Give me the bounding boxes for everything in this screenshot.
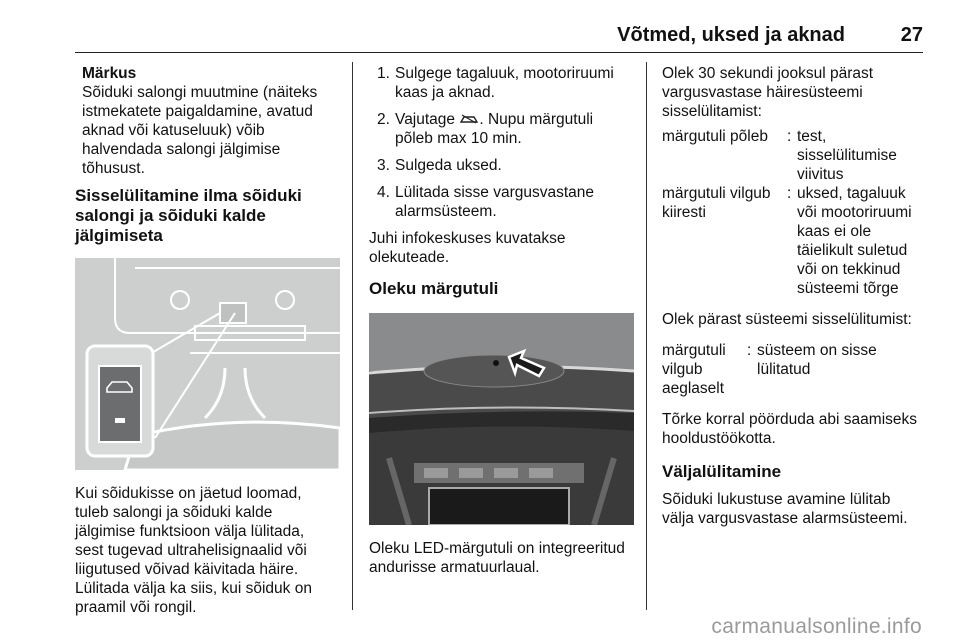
- heading-line: salongi ja sõiduki kalde: [75, 206, 266, 225]
- step-item: [369, 183, 634, 221]
- body-line: sisselülitamist:: [662, 103, 762, 120]
- status-row: [662, 341, 932, 398]
- status-row: [662, 127, 932, 184]
- fault-paragraph: [662, 410, 932, 448]
- body-line: praamil või rongil.: [75, 599, 197, 616]
- separator: :: [787, 185, 792, 202]
- body-line: liigutused võivad käivitada häire.: [75, 561, 299, 578]
- step-line: alarmsüsteem.: [395, 203, 497, 220]
- body-line: tuleb salongi ja sõiduki kalde: [75, 504, 273, 521]
- steps-list: [369, 64, 634, 221]
- info-paragraph: [369, 229, 634, 267]
- status-term: [662, 184, 787, 298]
- status-intro: [662, 64, 932, 121]
- led-caption: [369, 539, 634, 577]
- column-divider: [352, 62, 353, 610]
- step-line: Lülitada sisse vargusvastane: [395, 184, 595, 201]
- desc-line: või on tekkinud: [797, 261, 901, 278]
- note-line: halvendada salongi jälgimise: [82, 141, 281, 158]
- step-number: 2.: [377, 111, 390, 128]
- body-line: olekuteade.: [369, 249, 450, 266]
- body-line: jälgimise funktsioon välja lülitada,: [75, 523, 305, 540]
- step-line: põleb max 10 min.: [395, 130, 522, 147]
- step-item: [369, 156, 634, 175]
- body-line: Olek 30 sekundi jooksul pärast: [662, 65, 874, 82]
- body-line: Oleku LED-märgutuli on integreeritud: [369, 540, 625, 557]
- column-divider: [646, 62, 647, 610]
- body-line: Tõrke korral pöörduda abi saamiseks: [662, 411, 918, 428]
- desc-line: süsteemi tõrge: [797, 280, 899, 297]
- status-term: [662, 341, 747, 398]
- desc-line: viivitus: [797, 166, 844, 183]
- heading-line: Sisselülitamine ilma sõiduki: [75, 186, 302, 205]
- term-line: kiiresti: [662, 204, 706, 221]
- term-line: aeglaselt: [662, 380, 725, 397]
- step-number: 1.: [377, 65, 390, 82]
- watermark: carmanualsonline.info: [711, 615, 922, 638]
- column-left: [75, 64, 340, 617]
- column-middle: [369, 64, 634, 577]
- note-body: [75, 83, 340, 178]
- note-line: istmekatete paigaldamine, avatud: [82, 103, 313, 120]
- body-line: Lülitada välja ka siis, kui sõiduk on: [75, 580, 312, 597]
- status-desc: [797, 184, 932, 298]
- status-table-active: [662, 341, 932, 398]
- overhead-console-drawing: [75, 258, 340, 470]
- body-line: andurisse armatuurlaual.: [369, 559, 540, 576]
- body-line: sest tugevad ultrahelisignaalid või: [75, 542, 307, 559]
- desc-line: või mootoriruumi: [797, 204, 912, 221]
- desc-line: test,: [797, 128, 827, 145]
- desc-line: sisselülitumise: [797, 147, 897, 164]
- car-tilt-icon: [459, 113, 479, 125]
- body-line: Sõiduki lukustuse avamine lülitab: [662, 491, 891, 508]
- term-line: märgutuli: [662, 342, 726, 359]
- body-line: Kui sõidukisse on jäetud loomad,: [75, 485, 302, 502]
- step-line: kaas ja aknad.: [395, 84, 495, 101]
- section-heading: Väljalülitamine: [662, 462, 782, 481]
- term-line: vilgub: [662, 361, 703, 378]
- note-line: Sõiduki salongi muutmine (näiteks: [82, 84, 318, 101]
- section-heading: [75, 186, 340, 246]
- desc-line: kaas ei ole: [797, 223, 872, 240]
- status-table-initial: [662, 127, 932, 298]
- step-text: Vajutage: [395, 111, 456, 128]
- body-line: Juhi infokeskuses kuvatakse: [369, 230, 566, 247]
- separator: :: [747, 342, 752, 359]
- status-term: [662, 127, 787, 184]
- section-heading: Oleku märgutuli: [369, 279, 499, 298]
- step-number: 3.: [377, 157, 390, 174]
- step-line: Sulgeda uksed.: [395, 157, 502, 174]
- desc-line: uksed, tagaluuk: [797, 185, 906, 202]
- dashboard-drawing: [369, 313, 634, 525]
- step-number: 4.: [377, 184, 390, 201]
- separator: :: [787, 128, 792, 145]
- step-item: [369, 110, 634, 148]
- after-activation-label: Olek pärast süsteemi sisselülitumist:: [662, 311, 912, 328]
- note-line: aknad või katuseluuk) võib: [82, 122, 265, 139]
- status-row: [662, 184, 932, 298]
- body-line: vargusvastase häiresüsteemi: [662, 84, 863, 101]
- chapter-title: Võtmed, uksed ja aknad: [617, 24, 845, 46]
- body-line: välja vargusvastase alarmsüsteemi.: [662, 510, 908, 527]
- term-line: märgutuli põleb: [662, 128, 768, 145]
- body-line: hooldustöökotta.: [662, 430, 776, 447]
- note-line: tõhusust.: [82, 160, 145, 177]
- step-item: [369, 64, 634, 102]
- status-desc: [797, 127, 932, 184]
- pets-paragraph: [75, 484, 340, 617]
- desc-line: süsteem on sisse: [757, 342, 877, 359]
- note-title: Märkus: [82, 65, 137, 82]
- deactivation-paragraph: [662, 490, 932, 528]
- step-line: Sulgege tagaluuk, mootoriruumi: [395, 65, 614, 82]
- column-right: [662, 64, 932, 528]
- heading-line: jälgimiseta: [75, 226, 163, 245]
- page-header: [75, 26, 923, 53]
- dashboard-led-illustration: [369, 313, 634, 525]
- step-text: . Nupu märgutuli: [479, 111, 594, 128]
- status-desc: [757, 341, 932, 398]
- term-line: märgutuli vilgub: [662, 185, 771, 202]
- desc-line: lülitatud: [757, 361, 811, 378]
- desc-line: täielikult suletud: [797, 242, 908, 259]
- mirror-button-illustration: [75, 258, 340, 470]
- page-number: 27: [900, 24, 923, 46]
